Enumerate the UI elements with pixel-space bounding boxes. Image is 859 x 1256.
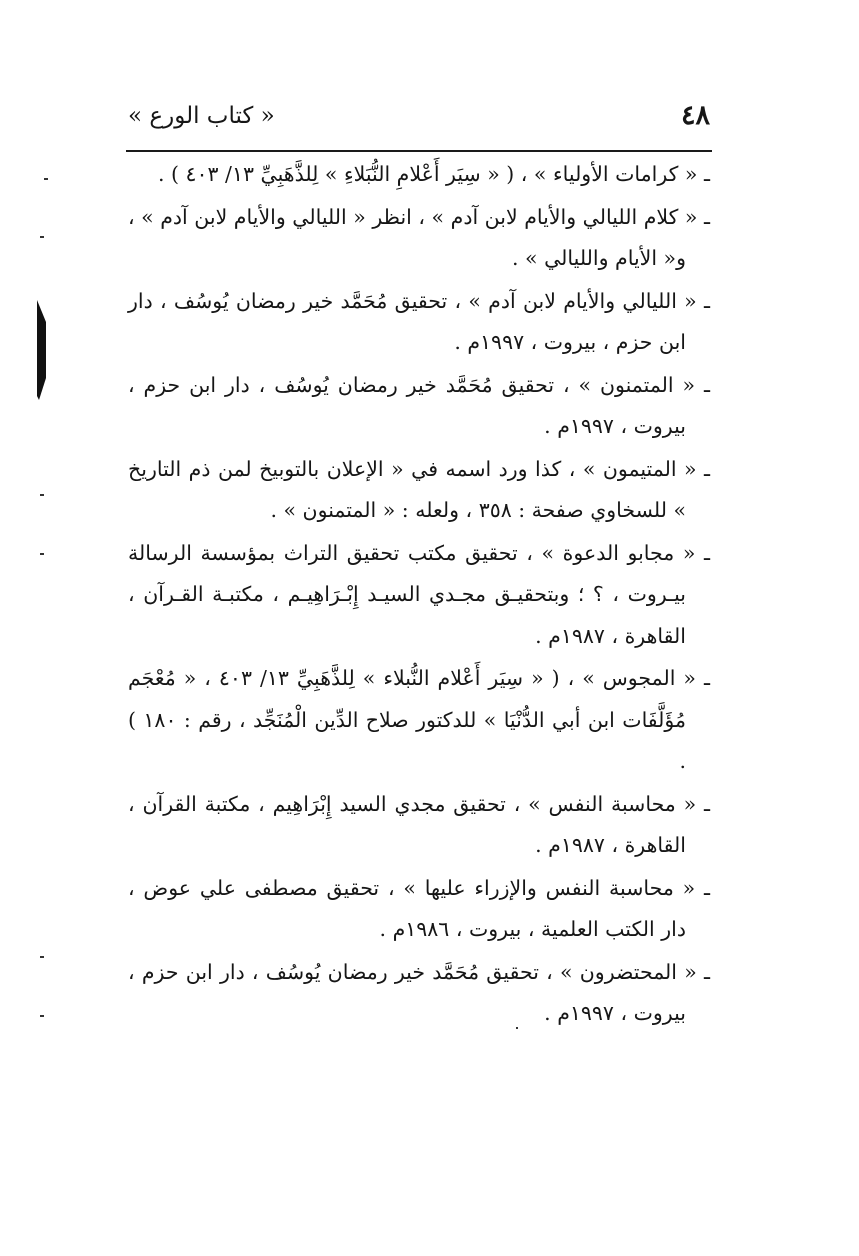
scan-speck [40,956,44,958]
bibliography-entry: ـ « مجابو الدعوة » ، تحقيق مكتب تحقيق التراث بمؤسسة الرسالة بيـروت ، ؟ ؛ وبتحقيـق مجـدي السيـد إِبْـرَاهِيـم ، مكتبـة القـرآن ، القاهرة ، ١٩٨٧م . [128,540,710,648]
running-title: « كتاب الورع » [128,103,275,129]
bibliography-list [128,154,710,1036]
scan-speck [40,236,44,238]
bibliography-entry: ـ « المتيمون » ، كذا ورد اسمه في « الإعلان بالتوبيخ لمن ذم التاريخ » للسخاوي صفحة : ٣٥٨ ، ولعله : « المتمنون » . [128,456,710,522]
page-number: ٤٨ [680,100,710,131]
scan-speck [40,494,44,496]
scan-speck [40,1015,44,1017]
bibliography-entry: ـ « كلام الليالي والأيام لابن آدم » ، انظر « الليالي والأيام لابن آدم » ، و« الأيام والليالي » . [128,204,710,270]
scan-speck [44,178,48,180]
bibliography-entry: ـ « المحتضرون » ، تحقيق مُحَمَّد خير رمضان يُوسُف ، دار ابن حزم ، بيروت ، ١٩٩٧م . [128,959,710,1025]
bibliography-entry: ـ « كرامات الأولياء » ، ( « سِيَر أَعْلامِ النُّبَلاءِ » لِلذَّهَبِيِّ ١٣/ ٤٠٣ ) . [157,162,710,186]
bibliography-entry: ـ « محاسبة النفس » ، تحقيق مجدي السيد إِبْرَاهِيم ، مكتبة القرآن ، القاهرة ، ١٩٨٧م . [128,791,710,857]
bibliography-entry: ـ « المتمنون » ، تحقيق مُحَمَّد خير رمضان يُوسُف ، دار ابن حزم ، بيروت ، ١٩٩٧م . [128,372,710,438]
bibliography-entry: ـ « الليالي والأيام لابن آدم » ، تحقيق مُحَمَّد خير رمضان يُوسُف ، دار ابن حزم ، بيروت ، ١٩٩٧م . [128,288,710,354]
bibliography-entry: ـ « المجوس » ، ( « سِيَر أَعْلام النُّبلاء » لِلذَّهَبِيِّ ١٣/ ٤٠٣ ، « مُعْجَم مُؤَلَّفَات ابن أبي الدُّنْيَا » للدكتور صلاح الدِّين الْمُنَجِّد ، رقم : ١٨٠ ) . [128,666,710,773]
page-header [128,92,710,142]
bibliography-entry: ـ « محاسبة النفس والإزراء عليها » ، تحقيق مصطفى علي عوض ، دار الكتب العلمية ، بيروت ، ١٩٨٦م . [128,875,710,941]
scan-speck [40,553,44,555]
header-rule [126,150,712,152]
scan-speck [516,1027,518,1029]
scan-binding-mark [33,300,49,400]
